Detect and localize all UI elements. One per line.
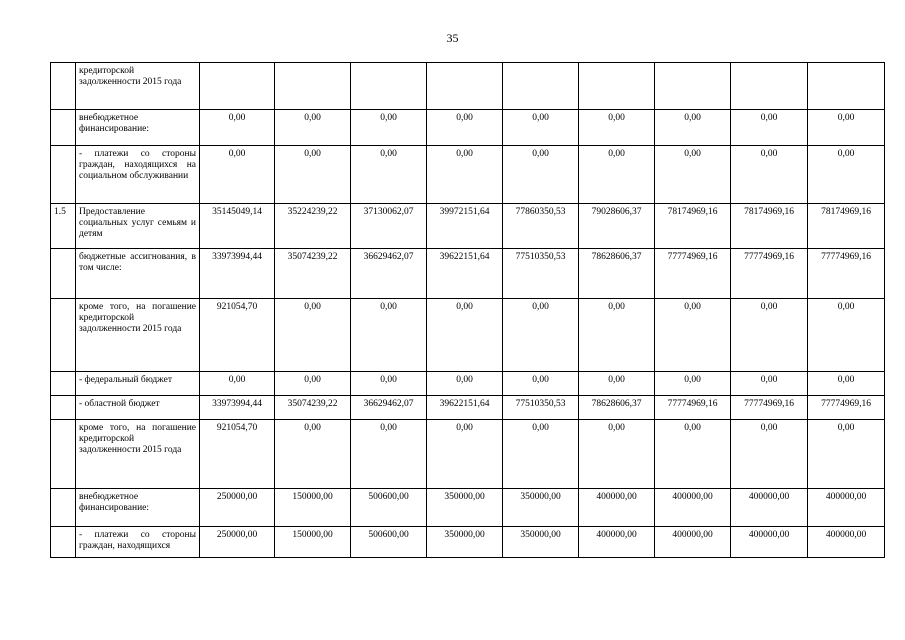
value-cell: 0,00 — [579, 372, 655, 396]
value-cell: 0,00 — [808, 110, 885, 146]
value-cell: 400000,00 — [579, 527, 655, 558]
value-cell: 0,00 — [275, 146, 351, 204]
value-cell: 77774969,16 — [808, 249, 885, 299]
table-row — [51, 299, 885, 372]
value-cell: 0,00 — [275, 299, 351, 372]
value-cell: 0,00 — [731, 420, 808, 489]
value-cell: 0,00 — [655, 299, 731, 372]
row-description-cell: Предоставление социальных услуг семьям и детям — [76, 204, 200, 249]
value-cell: 0,00 — [427, 110, 503, 146]
value-cell: 0,00 — [808, 372, 885, 396]
value-cell — [427, 63, 503, 110]
value-cell: 500600,00 — [351, 527, 427, 558]
value-cell: 0,00 — [427, 146, 503, 204]
row-index-cell — [51, 249, 76, 299]
value-cell: 0,00 — [731, 146, 808, 204]
table-row — [51, 489, 885, 527]
value-cell: 0,00 — [200, 372, 275, 396]
value-cell — [275, 63, 351, 110]
table-row — [51, 63, 885, 110]
value-cell: 400000,00 — [655, 489, 731, 527]
row-index-cell — [51, 527, 76, 558]
value-cell: 0,00 — [275, 420, 351, 489]
value-cell — [808, 63, 885, 110]
row-description-cell: - областной бюджет — [76, 396, 200, 420]
row-index-cell — [51, 489, 76, 527]
value-cell: 921054,70 — [200, 299, 275, 372]
value-cell: 0,00 — [427, 420, 503, 489]
value-cell: 36629462,07 — [351, 249, 427, 299]
value-cell: 0,00 — [503, 420, 579, 489]
row-description-cell: кроме того, на погашение кредиторской задолженности 2015 года — [76, 299, 200, 372]
value-cell: 400000,00 — [731, 527, 808, 558]
row-description-cell: бюджетные ассигнования, в том числе: — [76, 249, 200, 299]
value-cell: 78628606,37 — [579, 396, 655, 420]
value-cell — [351, 63, 427, 110]
value-cell: 0,00 — [731, 299, 808, 372]
table-row — [51, 249, 885, 299]
value-cell — [731, 63, 808, 110]
value-cell: 0,00 — [503, 372, 579, 396]
value-cell — [579, 63, 655, 110]
table-row — [51, 146, 885, 204]
value-cell: 0,00 — [351, 299, 427, 372]
value-cell: 400000,00 — [655, 527, 731, 558]
value-cell: 0,00 — [351, 110, 427, 146]
row-index-cell — [51, 146, 76, 204]
value-cell: 77774969,16 — [655, 249, 731, 299]
value-cell: 35074239,22 — [275, 396, 351, 420]
table-row — [51, 527, 885, 558]
value-cell: 36629462,07 — [351, 396, 427, 420]
value-cell: 0,00 — [808, 420, 885, 489]
table-row — [51, 396, 885, 420]
value-cell: 0,00 — [200, 146, 275, 204]
value-cell: 0,00 — [808, 146, 885, 204]
value-cell: 35145049,14 — [200, 204, 275, 249]
value-cell: 0,00 — [351, 372, 427, 396]
value-cell: 0,00 — [579, 420, 655, 489]
row-index-cell — [51, 63, 76, 110]
value-cell: 350000,00 — [427, 527, 503, 558]
budget-table — [50, 62, 885, 558]
row-index-cell — [51, 420, 76, 489]
table-row — [51, 420, 885, 489]
value-cell: 0,00 — [579, 110, 655, 146]
row-description-cell: кроме того, на погашение кредиторской задолженности 2015 года — [76, 420, 200, 489]
value-cell: 77774969,16 — [808, 396, 885, 420]
value-cell: 77510350,53 — [503, 396, 579, 420]
value-cell: 0,00 — [427, 299, 503, 372]
value-cell: 150000,00 — [275, 527, 351, 558]
value-cell: 0,00 — [731, 110, 808, 146]
page-number: 35 — [446, 31, 459, 45]
value-cell: 77774969,16 — [731, 249, 808, 299]
value-cell: 0,00 — [655, 146, 731, 204]
row-description-cell: внебюджетное финансирование: — [76, 489, 200, 527]
value-cell: 79028606,37 — [579, 204, 655, 249]
value-cell: 0,00 — [351, 146, 427, 204]
value-cell: 921054,70 — [200, 420, 275, 489]
value-cell: 0,00 — [275, 110, 351, 146]
value-cell: 33973994,44 — [200, 396, 275, 420]
value-cell: 0,00 — [731, 372, 808, 396]
value-cell: 77510350,53 — [503, 249, 579, 299]
row-description-cell: внебюджетное финансирование: — [76, 110, 200, 146]
value-cell: 0,00 — [427, 372, 503, 396]
row-index-cell — [51, 299, 76, 372]
row-description-cell: - федеральный бюджет — [76, 372, 200, 396]
value-cell: 150000,00 — [275, 489, 351, 527]
value-cell: 78174969,16 — [731, 204, 808, 249]
value-cell: 78628606,37 — [579, 249, 655, 299]
row-index-cell: 1.5 — [51, 204, 76, 249]
value-cell: 400000,00 — [808, 527, 885, 558]
value-cell: 0,00 — [503, 299, 579, 372]
value-cell: 350000,00 — [503, 527, 579, 558]
value-cell: 78174969,16 — [808, 204, 885, 249]
row-index-cell — [51, 396, 76, 420]
value-cell: 39622151,64 — [427, 249, 503, 299]
value-cell: 0,00 — [351, 420, 427, 489]
value-cell: 0,00 — [200, 110, 275, 146]
value-cell: 0,00 — [579, 146, 655, 204]
value-cell: 250000,00 — [200, 489, 275, 527]
table-row — [51, 372, 885, 396]
value-cell: 0,00 — [655, 420, 731, 489]
value-cell: 37130062,07 — [351, 204, 427, 249]
value-cell: 0,00 — [579, 299, 655, 372]
value-cell: 400000,00 — [731, 489, 808, 527]
value-cell: 250000,00 — [200, 527, 275, 558]
value-cell: 400000,00 — [808, 489, 885, 527]
table-body — [51, 63, 885, 558]
value-cell: 35074239,22 — [275, 249, 351, 299]
value-cell: 0,00 — [655, 110, 731, 146]
value-cell: 0,00 — [503, 110, 579, 146]
value-cell: 500600,00 — [351, 489, 427, 527]
value-cell: 77774969,16 — [655, 396, 731, 420]
value-cell: 0,00 — [275, 372, 351, 396]
value-cell: 0,00 — [503, 146, 579, 204]
table-row — [51, 204, 885, 249]
value-cell: 39622151,64 — [427, 396, 503, 420]
value-cell: 0,00 — [808, 299, 885, 372]
value-cell: 33973994,44 — [200, 249, 275, 299]
value-cell: 0,00 — [655, 372, 731, 396]
value-cell: 350000,00 — [427, 489, 503, 527]
row-index-cell — [51, 110, 76, 146]
value-cell — [503, 63, 579, 110]
value-cell: 350000,00 — [503, 489, 579, 527]
row-description-cell: - платежи со стороны граждан, находящихся — [76, 527, 200, 558]
value-cell — [655, 63, 731, 110]
value-cell: 400000,00 — [579, 489, 655, 527]
value-cell: 77860350,53 — [503, 204, 579, 249]
table-row — [51, 110, 885, 146]
row-description-cell: - платежи со стороны граждан, находящихся на социальном обслуживании — [76, 146, 200, 204]
row-description-cell: кредиторской задолженности 2015 года — [76, 63, 200, 110]
row-index-cell — [51, 372, 76, 396]
value-cell — [200, 63, 275, 110]
value-cell: 39972151,64 — [427, 204, 503, 249]
value-cell: 35224239,22 — [275, 204, 351, 249]
value-cell: 77774969,16 — [731, 396, 808, 420]
value-cell: 78174969,16 — [655, 204, 731, 249]
